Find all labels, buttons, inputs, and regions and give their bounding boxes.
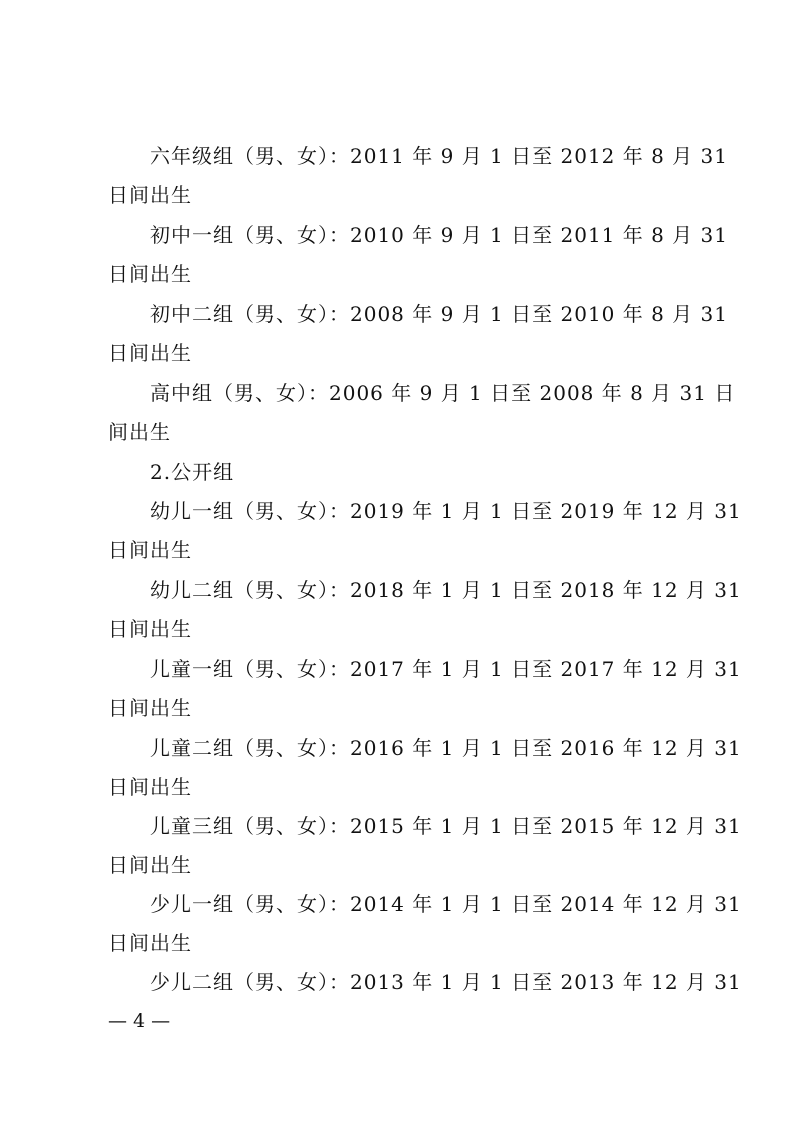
- paragraph-junior1-line2: 日间出生: [108, 262, 192, 286]
- paragraph-youth1-line1: 少儿一组（男、女）：2014 年 1 月 1 日至 2014 年 12 月 31: [150, 892, 742, 916]
- paragraph-child2-line2: 日间出生: [108, 775, 192, 799]
- paragraph-senior-line2: 间出生: [108, 420, 171, 444]
- paragraph-junior2-line1: 初中二组（男、女）：2008 年 9 月 1 日至 2010 年 8 月 31: [150, 302, 728, 326]
- paragraph-grade6-line1: 六年级组（男、女）：2011 年 9 月 1 日至 2012 年 8 月 31: [150, 144, 728, 168]
- paragraph-senior-line1: 高中组（男、女）：2006 年 9 月 1 日至 2008 年 8 月 31 日: [150, 381, 736, 405]
- paragraph-child3-line2: 日间出生: [108, 853, 192, 877]
- paragraph-child1-line2: 日间出生: [108, 696, 192, 720]
- section-heading-open-group: 2.公开组: [150, 460, 235, 484]
- paragraph-junior1-line1: 初中一组（男、女）：2010 年 9 月 1 日至 2011 年 8 月 31: [150, 223, 728, 247]
- page-number: — 4 —: [108, 1010, 171, 1032]
- paragraph-kinder1-line2: 日间出生: [108, 538, 192, 562]
- paragraph-youth2-line1: 少儿二组（男、女）：2013 年 1 月 1 日至 2013 年 12 月 31: [150, 970, 742, 994]
- paragraph-kinder1-line1: 幼儿一组（男、女）：2019 年 1 月 1 日至 2019 年 12 月 31: [150, 499, 742, 523]
- paragraph-child2-line1: 儿童二组（男、女）：2016 年 1 月 1 日至 2016 年 12 月 31: [150, 736, 742, 760]
- paragraph-kinder2-line2: 日间出生: [108, 617, 192, 641]
- paragraph-junior2-line2: 日间出生: [108, 341, 192, 365]
- paragraph-child1-line1: 儿童一组（男、女）：2017 年 1 月 1 日至 2017 年 12 月 31: [150, 657, 742, 681]
- paragraph-child3-line1: 儿童三组（男、女）：2015 年 1 月 1 日至 2015 年 12 月 31: [150, 814, 742, 838]
- paragraph-grade6-line2: 日间出生: [108, 183, 192, 207]
- paragraph-kinder2-line1: 幼儿二组（男、女）：2018 年 1 月 1 日至 2018 年 12 月 31: [150, 578, 742, 602]
- paragraph-youth1-line2: 日间出生: [108, 931, 192, 955]
